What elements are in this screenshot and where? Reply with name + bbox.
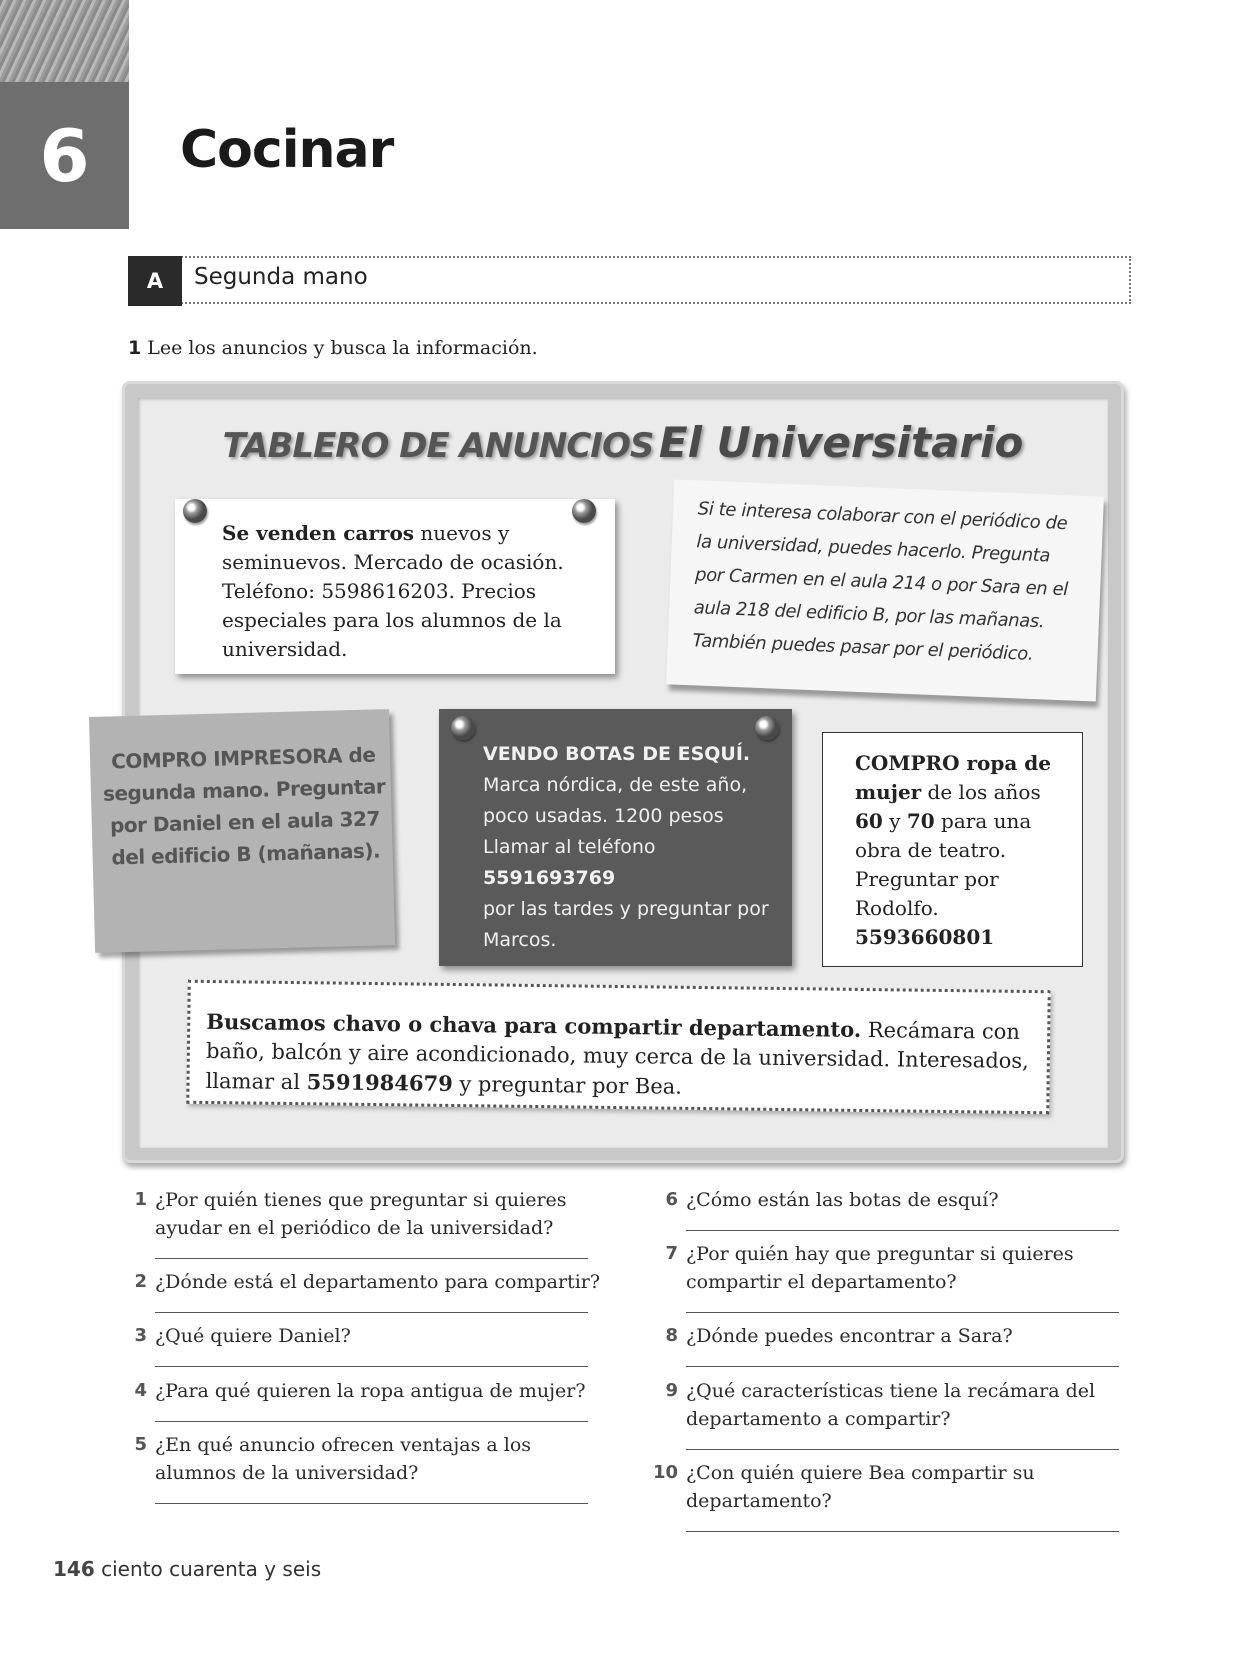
question-text: ¿Por quién tienes que preguntar si quieres ayudar en el periódico de la universidad?: [155, 1189, 567, 1239]
ad-skis-phone: 5591693769: [483, 867, 616, 889]
instruction-number: 1: [128, 337, 142, 359]
question-text: ¿Cómo están las botas de esquí?: [686, 1189, 999, 1211]
question-3: [134, 1322, 615, 1367]
pin-icon: [755, 716, 779, 740]
question-number: 7: [665, 1243, 678, 1264]
question-1: [134, 1186, 615, 1259]
chapter-tab-texture: [0, 0, 129, 82]
question-7: [665, 1240, 1146, 1313]
answer-line[interactable]: [155, 1366, 588, 1367]
question-text: ¿Dónde está el departamento para compartir?: [155, 1271, 601, 1293]
chapter-number: 6: [0, 82, 129, 229]
ad-clothes-phone: 5593660801: [855, 925, 995, 949]
question-number: 8: [665, 1325, 678, 1346]
section-title: Segunda mano: [194, 264, 368, 290]
page-footer: [53, 1557, 321, 1581]
question-number: 2: [134, 1271, 147, 1292]
pin-icon: [451, 716, 475, 740]
question-text: ¿Qué características tiene la recámara del departamento a compartir?: [686, 1380, 1096, 1430]
page-number: 146: [53, 1557, 95, 1581]
answer-line[interactable]: [155, 1312, 588, 1313]
answer-line[interactable]: [686, 1312, 1119, 1313]
question-9: [665, 1377, 1146, 1450]
ad-skis-text: [483, 739, 783, 956]
ad-apartment-body: Recámara con baño, balcón y aire acondicionado, muy cerca de la universidad. Interesados, llamar al: [205, 1017, 1029, 1095]
question-text: ¿En qué anuncio ofrecen ventajas a los alumnos de la universidad?: [155, 1434, 532, 1484]
question-6: [665, 1186, 1146, 1231]
question-text: ¿Qué quiere Daniel?: [155, 1325, 351, 1347]
instruction: [128, 337, 538, 359]
ad-cars-body: nuevos y seminuevos. Mercado de ocasión. Teléfono: 5598616203. Precios especiales para los alumnos de la universidad.: [222, 521, 564, 661]
ad-clothes-body-2: para una obra de teatro. Preguntar por Rodolfo.: [855, 809, 1032, 920]
question-4: [134, 1377, 615, 1422]
ad-clothes-bold: COMPRO ropa de mujer: [855, 751, 1052, 804]
answer-line[interactable]: [686, 1449, 1119, 1450]
board-title-part2: El Universitario: [658, 418, 1024, 467]
page-number-words: ciento cuarenta y seis: [101, 1557, 322, 1581]
ad-clothes-year-2: 70: [906, 809, 935, 833]
ad-cars-text: [222, 519, 602, 664]
ad-apartment-phone: 5591984679: [306, 1069, 453, 1096]
board-title: [138, 418, 1108, 467]
answer-line[interactable]: [686, 1230, 1119, 1231]
question-text: ¿Por quién hay que preguntar si quieres compartir el departamento?: [686, 1243, 1074, 1293]
ad-apartment-body-2: y preguntar por Bea.: [452, 1071, 683, 1099]
question-text: ¿Para qué quieren la ropa antigua de mujer?: [155, 1380, 586, 1402]
ad-skis-body: Marca nórdica, de este año, poco usadas. 1200 pesos Llamar al teléfono: [483, 774, 748, 858]
ad-clothes-and: y: [882, 809, 907, 833]
question-2: [134, 1268, 615, 1313]
ad-printer-text: COMPRO IMPRESORA de segunda mano. Preguntar por Daniel en el aula 327 del edificio B (mañanas).: [102, 742, 386, 870]
ad-newspaper-text: Si te interesa colaborar con el periódico de la universidad, puedes hacerlo. Pregunta por Carmen en el aula 214 o por Sara en el aula 218 del edificio B, por las mañanas. También puedes pasar por el periódico.: [692, 498, 1069, 665]
question-number: 5: [134, 1434, 147, 1455]
question-number: 9: [665, 1380, 678, 1401]
answer-line[interactable]: [686, 1366, 1119, 1367]
question-number: 10: [652, 1462, 678, 1483]
ad-clothes-body: de los años: [921, 780, 1041, 804]
ad-cars-bold: Se venden carros: [222, 521, 415, 545]
question-10: [652, 1459, 1156, 1532]
question-text: ¿Con quién quiere Bea compartir su departamento?: [686, 1462, 1035, 1512]
ad-apartment-text: [205, 1007, 1036, 1106]
ad-apartment-bold: Buscamos chavo o chava para compartir departamento.: [206, 1008, 862, 1042]
question-number: 1: [134, 1189, 147, 1210]
question-number: 3: [134, 1325, 147, 1346]
question-5: [134, 1431, 615, 1504]
answer-line[interactable]: [686, 1531, 1119, 1532]
section-letter: A: [128, 256, 182, 306]
question-text: ¿Dónde puedes encontrar a Sara?: [686, 1325, 1013, 1347]
ad-clothes-year-1: 60: [855, 809, 883, 833]
question-number: 6: [665, 1189, 678, 1210]
question-number: 4: [134, 1380, 147, 1401]
instruction-text: Lee los anuncios y busca la información.: [147, 337, 538, 359]
ad-skis-heading: VENDO BOTAS DE ESQUÍ.: [483, 743, 751, 765]
answer-line[interactable]: [155, 1503, 588, 1504]
ad-clothes-text: [855, 749, 1070, 952]
chapter-title: Cocinar: [180, 120, 394, 180]
ad-skis-body-2: por las tardes y preguntar por Marcos.: [483, 898, 769, 951]
board-title-part1: TABLERO DE ANUNCIOS: [222, 426, 654, 466]
answer-line[interactable]: [155, 1421, 588, 1422]
question-8: [665, 1322, 1146, 1367]
pin-icon: [183, 499, 207, 523]
answer-line[interactable]: [155, 1258, 588, 1259]
